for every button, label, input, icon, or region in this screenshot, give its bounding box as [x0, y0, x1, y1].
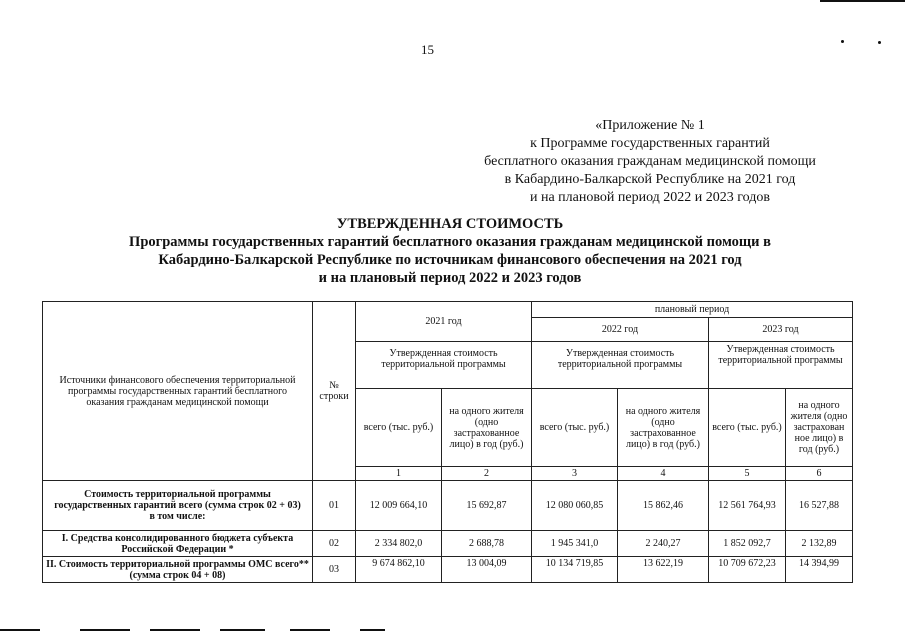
scan-speck — [841, 40, 844, 43]
rowno-header: № строки — [313, 302, 356, 481]
cell-value: 13 004,09 — [442, 557, 532, 583]
column-number: 2 — [442, 467, 532, 481]
per-capita-header: на одного жителя (одно застрахованное лицо) в год (руб.) — [442, 389, 532, 467]
total-header: всего (тыс. руб.) — [532, 389, 618, 467]
cell-value: 2 132,89 — [786, 531, 853, 557]
year-2023-header: 2023 год — [709, 318, 853, 342]
cell-value: 2 688,78 — [442, 531, 532, 557]
page-bottom-line — [360, 629, 385, 631]
row-number: 01 — [313, 481, 356, 531]
title-line: Кабардино-Балкарской Республике по источникам финансового обеспечения на 2021 год — [158, 252, 742, 268]
row-number: 03 — [313, 557, 356, 583]
top-edge-line — [820, 0, 905, 2]
plan-period-header: плановый период — [532, 302, 853, 318]
approved-cost-header: Утвержденная стоимость территориальной программы — [532, 342, 709, 389]
cell-value: 12 009 664,10 — [356, 481, 442, 531]
cell-value: 14 394,99 — [786, 557, 853, 583]
approved-cost-header: Утвержденная стоимость территориальной программы — [709, 342, 853, 389]
total-header: всего (тыс. руб.) — [709, 389, 786, 467]
financing-table — [42, 301, 853, 583]
cell-value: 15 862,46 — [618, 481, 709, 531]
cell-value: 2 240,27 — [618, 531, 709, 557]
page-number: 15 — [421, 42, 434, 57]
table-row — [43, 481, 853, 531]
cell-value: 12 561 764,93 — [709, 481, 786, 531]
cell-value: 13 622,19 — [618, 557, 709, 583]
cell-value: 9 674 862,10 — [356, 557, 442, 583]
title-line: УТВЕРЖДЕННАЯ СТОИМОСТЬ — [336, 216, 564, 232]
row-label-text: Стоимость территориальной программы государственных гарантий всего (сумма строк 02 + 03) — [54, 489, 301, 511]
page-bottom-line — [0, 629, 40, 631]
row-label — [43, 481, 313, 531]
year-2022-header: 2022 год — [532, 318, 709, 342]
column-number: 1 — [356, 467, 442, 481]
row-label: I. Средства консолидированного бюджета субъекта Российской Федерации * — [43, 531, 313, 557]
row-label: II. Стоимость территориальной программы ОМС всего** (сумма строк 04 + 08) — [43, 557, 313, 583]
cell-value: 16 527,88 — [786, 481, 853, 531]
row-sublabel: в том числе: — [149, 511, 206, 522]
title-line: и на плановый период 2022 и 2023 годов — [318, 270, 582, 286]
cell-value: 1 852 092,7 — [709, 531, 786, 557]
appendix-line: «Приложение № 1 — [595, 118, 705, 133]
appendix-line: и на плановой период 2022 и 2023 годов — [529, 190, 771, 205]
cell-value: 10 709 672,23 — [709, 557, 786, 583]
source-header: Источники финансового обеспечения территориальной программы государственных гарантий бесплатного оказания гражданам медицинской помощи — [43, 302, 313, 481]
column-number: 3 — [532, 467, 618, 481]
appendix-note — [455, 117, 845, 207]
table-row — [43, 531, 853, 557]
table-row — [43, 557, 853, 583]
cell-value: 12 080 060,85 — [532, 481, 618, 531]
page-bottom-line — [290, 629, 330, 631]
appendix-line: в Кабардино-Балкарской Республике на 2021 год — [504, 172, 796, 187]
year-2021-header: 2021 год — [356, 302, 532, 342]
per-capita-header: на одного жителя (одно застрахован ное лицо) в год (руб.) — [786, 389, 853, 467]
approved-cost-header: Утвержденная стоимость территориальной программы — [356, 342, 532, 389]
appendix-line: к Программе государственных гарантий — [530, 136, 770, 151]
document-title — [40, 215, 860, 287]
cell-value: 1 945 341,0 — [532, 531, 618, 557]
column-number: 6 — [786, 467, 853, 481]
page-bottom-line — [220, 629, 265, 631]
total-header: всего (тыс. руб.) — [356, 389, 442, 467]
cell-value: 2 334 802,0 — [356, 531, 442, 557]
title-line: Программы государственных гарантий бесплатного оказания гражданам медицинской помощи в — [129, 234, 771, 250]
page-bottom-line — [80, 629, 130, 631]
page-bottom-line — [150, 629, 200, 631]
column-number: 5 — [709, 467, 786, 481]
row-number: 02 — [313, 531, 356, 557]
cell-value: 10 134 719,85 — [532, 557, 618, 583]
per-capita-header: на одного жителя (одно застрахованное лицо) в год (руб.) — [618, 389, 709, 467]
column-number: 4 — [618, 467, 709, 481]
cell-value: 15 692,87 — [442, 481, 532, 531]
scan-speck — [878, 41, 881, 44]
appendix-line: бесплатного оказания гражданам медицинской помощи — [484, 154, 816, 169]
